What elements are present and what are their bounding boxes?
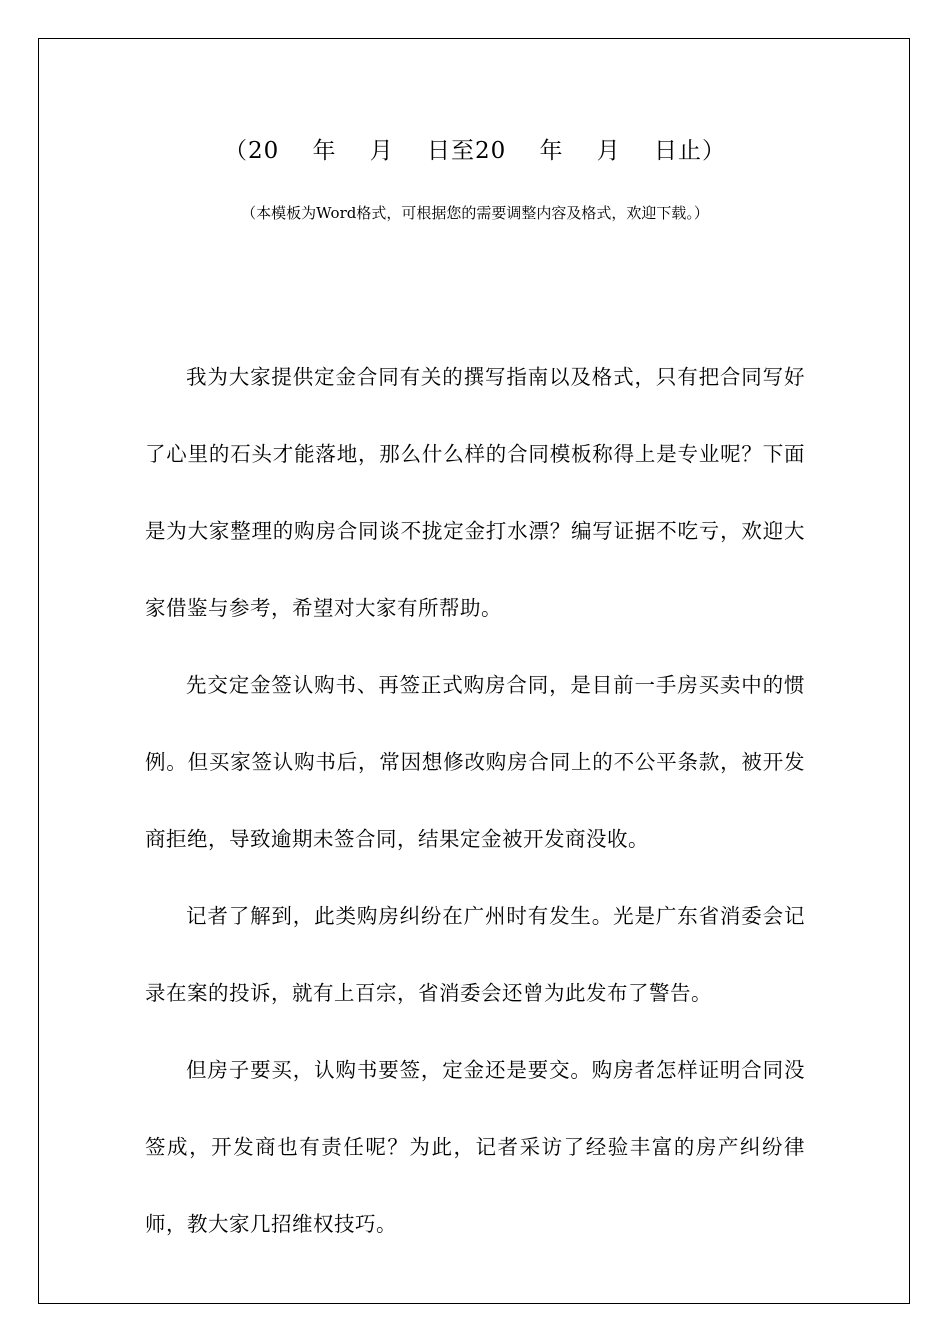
template-note: （本模板为Word格式，可根据您的需要调整内容及格式，欢迎下载。） (241, 204, 709, 222)
paragraph-lawyer-tips: 但房子要买，认购书要签，定金还是要交。购房者怎样证明合同没签成，开发商也有责任呢？为此，记者采访了经验丰富的房产纠纷律师，教大家几招维权技巧。 (145, 1058, 805, 1236)
paragraph-reporter-findings: 记者了解到，此类购房纠纷在广州时有发生。光是广东省消委会记录在案的投诉，就有上百宗，省消委会还曾为此发布了警告。 (145, 904, 805, 1005)
date-range-heading: （20 年 月 日至20 年 月 日止） (224, 138, 726, 164)
document-body (145, 339, 805, 1263)
paragraph-deposit-practice: 先交定金签认购书、再签正式购房合同，是目前一手房买卖中的惯例。但买家签认购书后，常因想修改购房合同上的不公平条款，被开发商拒绝，导致逾期未签合同，结果定金被开发商没收。 (145, 673, 805, 851)
paragraph-intro: 我为大家提供定金合同有关的撰写指南以及格式，只有把合同写好了心里的石头才能落地，那么什么样的合同模板称得上是专业呢？下面是为大家整理的购房合同谈不拢定金打水漂？编写证据不吃亏，欢迎大家借鉴与参考，希望对大家有所帮助。 (145, 365, 805, 620)
